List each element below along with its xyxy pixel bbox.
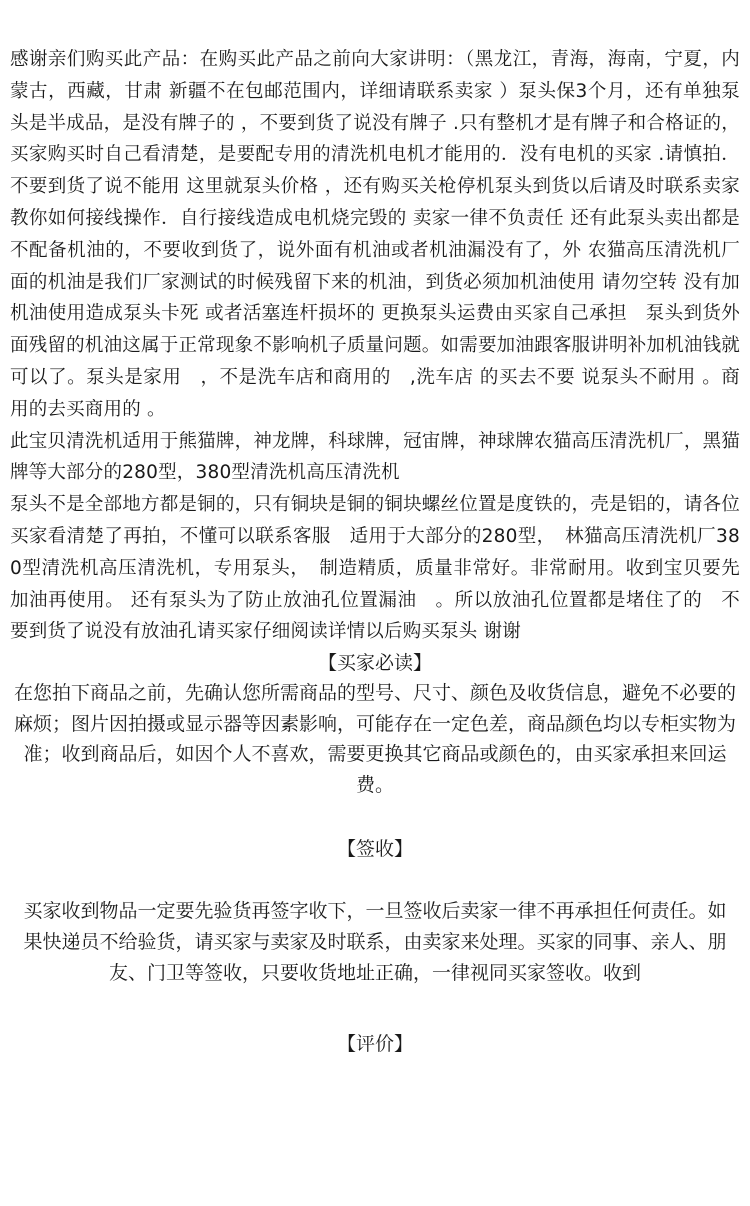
buyer-notice-heading: 【买家必读】 [317, 652, 432, 675]
intro-paragraph-3: 泵头不是全部地方都是铜的，只有铜块是铜的铜块螺丝位置是度铁的，壳是铝的，请各位买家看清楚了再拍，不懂可以联系客服 适用于大部分的280型， 林猫高压清洗机厂380型清洗机高压清洗机，专用泵头， 制造精质，质量非常好。非常耐用。收到宝贝要先加油再使用。 还有泵头为了防止放油孔位置漏油 。所以放油孔位置都是堵住了的 不要到货了说没有放油孔请买家仔细阅读详情以后购买泵头 谢谢 [10, 494, 740, 643]
intro-paragraph-2: 此宝贝清洗机适用于熊猫牌，神龙牌，科球牌，冠宙牌，神球牌农猫高压清洗机厂，黑猫牌等大部分的280型，380型清洗机高压清洗机 [10, 430, 740, 484]
buyer-notice-body: 在您拍下商品之前，先确认您所需商品的型号、尺寸、颜色及收货信息，避免不必要的麻烦；图片因拍摄或显示器等因素影响，可能存在一定色差，商品颜色均以专柜实物为准；收到商品后，如因个人不喜欢，需要更换其它商品或颜色的，由买家承担来回运费。 [13, 682, 736, 796]
section-spacer [10, 864, 740, 896]
intro-paragraph-1: 感谢亲们购买此产品：在购买此产品之前向大家讲明：（黑龙江，青海，海南，宁夏，内蒙古，西藏，甘肃 新疆不在包邮范围内，详细请联系卖家 ）泵头保3个月，还有单独泵头是半成品，是没有牌子的 ，不要到货了说没有牌子 .只有整机才是有牌子和合格证的，买家购买时自己看清楚，是要配专用的清洗机电机才能用的．没有电机的买家 .请慎拍．不要到货了说不能用 这里就泵头价格 ，还有购买关枪停机泵头到货以后请及时联系卖家教你如何接线操作．自行接线造成电机烧完毁的 卖家一律不负责任 还有此泵头卖出都是不配备机油的，不要收到货了，说外面有机油或者机油漏没有了，外 农猫高压清洗机厂面的机油是我们厂家测试的时候残留下来的机油，到货必须加机油使用 请勿空转 没有加机油使用造成泵头卡死 或者活塞连杆损坏的 更换泵头运费由买家自己承担 泵头到货外面残留的机油这属于正常现象不影响机子质量问题。如需要加油跟客服讲明补加机油钱就可以了。泵头是家用 ，不是洗车店和商用的 ,洗车店 的买去不要 说泵头不耐用 。商用的去买商用的 。 [10, 49, 740, 420]
section-spacer [10, 800, 740, 834]
sign-body: 买家收到物品一定要先验货再签字收下，一旦签收后卖家一律不再承担任何责任。如果快递员不给验货，请买家与卖家及时联系，由卖家来处理。买家的同事、亲人、朋友、门卫等签收，只要收货地址正确，一律视同买家签收。收到 [23, 900, 727, 985]
sign-heading: 【签收】 [336, 838, 413, 861]
section-spacer [10, 989, 740, 1029]
review-heading: 【评价】 [336, 1033, 413, 1056]
